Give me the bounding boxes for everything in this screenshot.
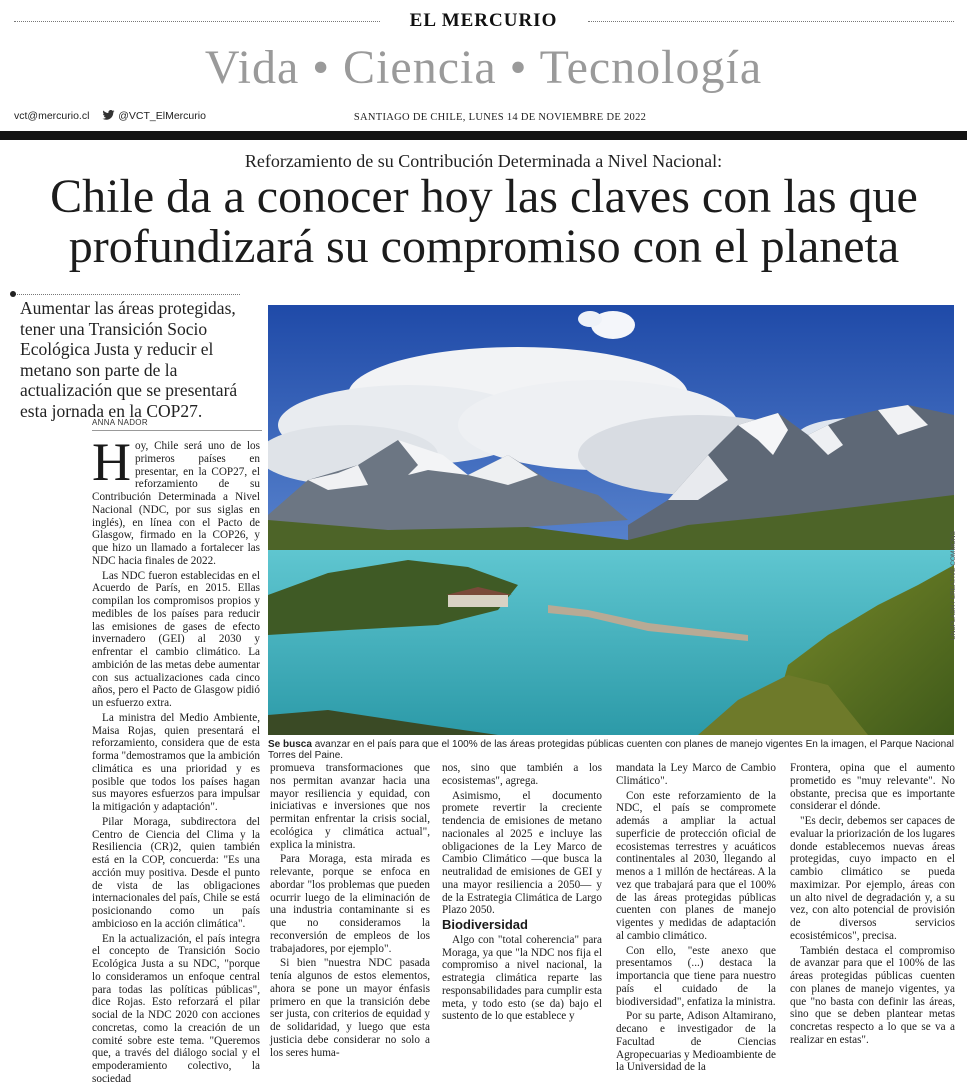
paragraph: Pilar Moraga, subdirectora del Centro de Ciencia del Clima y la Resiliencia (CR)2, quien también está en la COP, concuerda: "Es una acción muy positiva. Desde el punto de vista de las obligaciones internacionales del país, Chile se está posicionando como un país ambicioso en la acción climática". xyxy=(92,815,260,930)
paragraph: Hoy, Chile será uno de los primeros países en presentar, en la COP27, el reforzamiento de su Contribución Determinada a Nivel Nacional (NDC, por sus siglas en inglés), en línea con el Pacto de Glasgow, firmado en la COP26, y que hizo un llamado a fortalecer las NDC hacia finales de 2022. xyxy=(92,432,260,567)
headline-line-2: profundizará su compromiso con el planeta xyxy=(68,220,900,273)
headline xyxy=(14,172,954,272)
paragraph: Las NDC fueron establecidas en el Acuerdo de París, en 2015. Ellas compilan los compromisos propios y medibles de los países para reducir las emisiones de gases de efecto invernadero (GEI) al 2030 y enfrentar el cambio climático. La ambición de las metas debe aumentar con sus actualizaciones cada cinco años, pero el Pacto de Glasgow pidió un esfuerzo extra. xyxy=(92,569,260,709)
paragraph: promueva transformaciones que nos permitan avanzar hacia una mayor resiliencia y equidad, con iniciativas e inversiones que nos permitan enfrentar la crisis social, ecológica y climática actual", explica la ministra. xyxy=(270,762,430,851)
twitter-icon xyxy=(102,110,115,120)
twitter-handle-text: @VCT_ElMercurio xyxy=(118,110,206,122)
paragraph: mandata la Ley Marco de Cambio Climático". xyxy=(616,762,776,787)
article-column-5 xyxy=(790,762,955,1049)
paragraph: Frontera, opina que el aumento prometido es "muy relevante". No obstante, precisa que es importante considerar el dónde. xyxy=(790,762,955,813)
paragraph: Con este reforzamiento de la NDC, el país se compromete además a ampliar la actual superficie de protección oficial de ecosistemas terrestres y acuáticos continentales al 2030, llegando al menos a 1 millón de hectáreas. A la vez que trabajará para que el 100% de las áreas protegidas públicas cuenten con planes de manejo vigentes y medidas de adaptación al cambio climático. xyxy=(616,789,776,942)
paragraph: Asimismo, el documento promete revertir la creciente tendencia de emisiones de metano nacionales al 2025 e incluye las obligaciones de la Ley Marco de Cambio Climático —que busca la neutralidad de emisiones de GEI y una mayor resiliencia a 2050— y de la Estrategia Climática de Largo Plazo 2050. xyxy=(442,789,602,917)
kicker: Reforzamiento de su Contribución Determinada a Nivel Nacional: xyxy=(244,151,723,171)
contact-email[interactable]: vct@mercurio.cl xyxy=(14,110,90,122)
subhead-biodiversidad: Biodiversidad xyxy=(442,917,528,932)
photo-caption xyxy=(268,739,958,761)
article-column-3 xyxy=(442,762,602,1025)
article-column-1 xyxy=(92,432,260,1088)
drop-cap: H xyxy=(92,432,131,492)
article-column-4 xyxy=(616,762,776,1076)
paragraph: También destaca el compromiso de avanzar para que el 100% de las áreas protegidas públicas cuenten con planes de manejo vigentes, ya que "no basta con definir las áreas, sino que se deben plantear metas concretas respecto a lo que se va a realizar en estas". xyxy=(790,944,955,1046)
twitter-handle[interactable] xyxy=(102,110,206,122)
lead-bullet xyxy=(10,291,16,297)
caption-bold: Se busca xyxy=(268,739,312,750)
paragraph: nos, sino que también a los ecosistemas", agrega. xyxy=(442,762,602,787)
photo-credit: UNSPLASH / CREATIVE COMMONS xyxy=(950,531,957,640)
article-column-2 xyxy=(270,762,430,1061)
masthead-title: EL MERCURIO xyxy=(409,10,558,31)
paragraph: "Es decir, debemos ser capaces de evaluar la priorización de los lugares donde establecemos nuevas áreas protegidas, cuyo impacto en el cambio climático se pueda maximizar. Por ejemplo, áreas con un alto nivel de degradación y, a su vez, con alto potencial de provisión de diversos servicios ecosistémicos", precisa. xyxy=(790,815,955,942)
paragraph: En la actualización, el país integra el concepto de Transición Socio Ecológica Justa a su NDC, "porque lo consideramos un enfoque central para todas las políticas públicas", dice Rojas. Esto reforzará el pilar social de la NDC 2020 con acciones concretas, como la creación de un comité sobre este tema. "Queremos que, a través del diálogo social y el empoderamiento colectivo, la sociedad xyxy=(92,932,260,1085)
contact-bar xyxy=(14,110,206,122)
headline-line-1: Chile da a conocer hoy las claves con las que xyxy=(50,170,918,223)
paragraph: Algo con "total coherencia" para Moraga, ya que "la NDC nos fija el compromiso a nivel nacional, la estrategia climática reparte las responsabilidades para cumplir esta meta, y todo esto (se da) bajo el sustento de lo que establece y xyxy=(442,933,602,1023)
torres-del-paine-photo xyxy=(268,305,954,735)
caption-text: avanzar en el país para que el 100% de las áreas protegidas públicas cuenten con planes de manejo vigentes En la imagen, el Parque Nacional Torres del Paine. xyxy=(268,739,955,761)
paragraph: Con ello, "este anexo que presentamos (...) destaca la importancia que tiene para nuestro país el cuidado de la biodiversidad", enfatiza la ministra. xyxy=(616,944,776,1008)
dateline: SANTIAGO DE CHILE, LUNES 14 DE NOVIEMBRE DE 2022 xyxy=(353,112,647,123)
section-title: Vida • Ciencia • Tecnología xyxy=(204,41,763,94)
section-divider-bar xyxy=(0,131,967,140)
paragraph: La ministra del Medio Ambiente, Maisa Rojas, quien presentará el reforzamiento, considera que de esta forma "demostramos que la ambición climática es una prioridad y es posible que todos los países hagan sus mayores esfuerzos para impulsar la mitigación y adaptación". xyxy=(92,711,260,813)
paragraph: Si bien "nuestra NDC pasada tenía algunos de estos elementos, ahora se pone un mayor énfasis primero en que la transición debe ser justa, con criterios de equidad y de solidaridad, y luego que esta justicia debe considerar no solo a los seres huma- xyxy=(270,957,430,1059)
paragraph: Para Moraga, esta mirada es relevante, porque se enfoca en abordar "los problemas que pueden ocurrir luego de la eliminación de una industria contaminante si es que no consideramos la reconversión de empleos de los trabajadores, por ejemplo". xyxy=(270,853,430,955)
lead-paragraph: Aumentar las áreas protegidas, tener una Transición Socio Ecológica Justa y reducir el metano son parte de la actualización que se presentará esta jornada en la COP27. xyxy=(20,298,238,421)
paragraph: Por su parte, Adison Altamirano, decano e investigador de la Facultad de Ciencias Agropecuarias y Medioambiente de la Universidad de la xyxy=(616,1010,776,1074)
byline: ANNA NADOR xyxy=(92,418,148,427)
